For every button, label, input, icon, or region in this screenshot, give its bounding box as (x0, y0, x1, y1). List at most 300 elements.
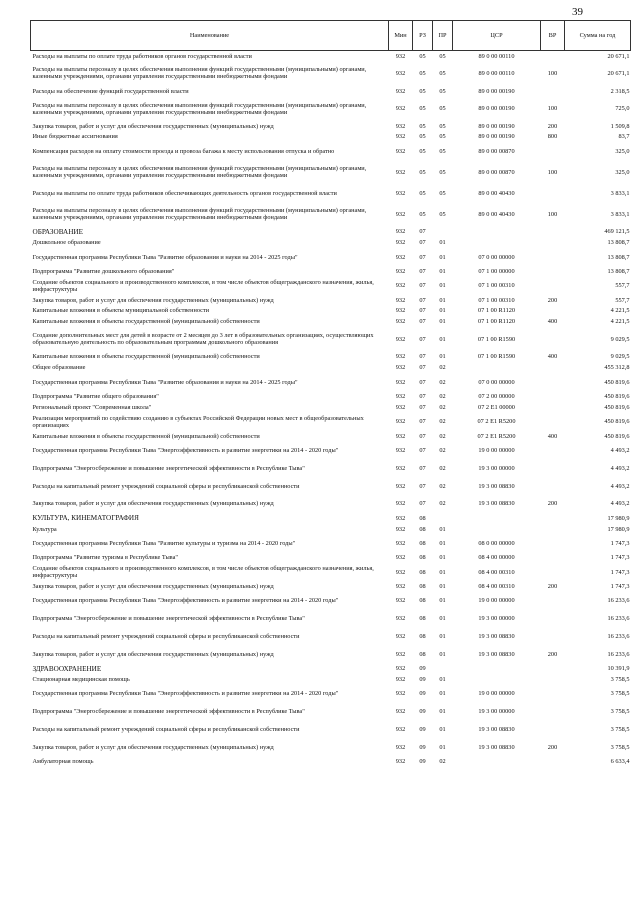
cell-sum: 3 758,5 (610, 743, 630, 751)
table-row (31, 431, 631, 442)
cell-min: 932 (395, 615, 406, 623)
cell-csr (453, 674, 541, 685)
table-row (31, 685, 631, 703)
table-row (31, 86, 631, 97)
cell-pr: 05 (439, 105, 446, 113)
cell-pr: 05 (439, 69, 446, 77)
cell-vr (541, 248, 565, 266)
cell-name: Расходы на выплаты персоналу в целях обеспечения выполнения функций государственными (муниципальными) органами, казенными учреждениями, органами управления государственными внебюджетными фондами (32, 66, 367, 81)
cell-rz: 05 (419, 52, 426, 60)
cell-min: 932 (395, 708, 406, 716)
cell-pr: 02 (439, 418, 446, 426)
cell-sum: 1 509,8 (610, 122, 630, 130)
cell-name: Расходы на капитальный ремонт учреждений социальной сферы и республиканской собственности (32, 725, 300, 733)
cell-vr (541, 362, 565, 373)
cell-csr: 19 3 00 08830 (478, 650, 515, 658)
cell-pr: 02 (439, 482, 446, 490)
cell-sum: 725,0 (615, 105, 630, 113)
cell-sum: 1 747,3 (610, 582, 630, 590)
cell-pr: 02 (439, 432, 446, 440)
cell-csr (453, 513, 541, 524)
cell-vr (541, 610, 565, 628)
cell-vr: 400 (547, 432, 558, 440)
cell-vr (541, 756, 565, 767)
cell-vr: 200 (547, 122, 558, 130)
cell-min: 932 (395, 539, 406, 547)
cell-min: 932 (395, 52, 406, 60)
cell-name: Расходы на капитальный ремонт учреждений социальной сферы и республиканской собственности (32, 482, 300, 490)
cell-pr: 01 (439, 554, 446, 562)
cell-rz: 05 (419, 133, 426, 141)
cell-name: Закупка товаров, работ и услуг для обеспечения государственных (муниципальных) нужд (32, 582, 274, 590)
cell-vr (541, 592, 565, 610)
cell-csr: 08 4 00 00000 (478, 554, 515, 562)
table-row (31, 277, 631, 295)
cell-vr: 200 (547, 650, 558, 658)
cell-name: Государственная программа Республики Тыва "Энергоэффективность и развитие энергетики на 2014 - 2020 годы" (32, 446, 339, 454)
cell-csr: 89 0 00 00870 (478, 147, 515, 155)
cell-rz: 07 (419, 418, 426, 426)
cell-sum: 1 747,3 (610, 539, 630, 547)
cell-vr (541, 663, 565, 674)
cell-rz: 08 (419, 514, 426, 522)
cell-min: 932 (395, 665, 406, 673)
cell-sum: 3 833,1 (610, 189, 630, 197)
cell-name: Расходы на выплаты по оплате труда работников обеспечивающих деятельность органов государственной власти (32, 189, 337, 197)
table-row (31, 459, 631, 477)
cell-pr: 05 (439, 147, 446, 155)
cell-rz: 09 (419, 665, 426, 673)
cell-min: 932 (395, 105, 406, 113)
cell-min: 932 (395, 743, 406, 751)
cell-csr: 89 0 00 00190 (478, 105, 515, 113)
cell-pr: 01 (439, 743, 446, 751)
cell-sum: 450 819,6 (604, 378, 630, 386)
cell-csr: 07 1 00 R1590 (477, 353, 516, 361)
table-row (31, 362, 631, 373)
cell-rz: 05 (419, 122, 426, 130)
cell-rz: 08 (419, 539, 426, 547)
cell-rz: 08 (419, 597, 426, 605)
cell-min: 932 (395, 482, 406, 490)
cell-sum: 4 493,2 (610, 482, 630, 490)
cell-sum: 557,7 (615, 296, 630, 304)
cell-sum: 9 029,5 (610, 335, 630, 343)
cell-csr: 89 0 00 00190 (478, 122, 515, 130)
col-header-sum: Сумма на год (565, 21, 631, 51)
cell-name: Расходы на выплаты по оплате труда работников органов государственной власти (32, 52, 252, 60)
cell-sum: 13 808,7 (607, 239, 630, 247)
table-row (31, 248, 631, 266)
table-row (31, 552, 631, 563)
cell-min: 932 (395, 239, 406, 247)
cell-csr: 07 1 00 00310 (478, 282, 515, 290)
cell-rz: 07 (419, 253, 426, 261)
cell-sum: 4 493,2 (610, 446, 630, 454)
cell-rz: 09 (419, 743, 426, 751)
cell-name: Капитальные вложения в объекты муниципальной собственности (32, 307, 210, 315)
cell-csr: 07 1 00 00310 (478, 296, 515, 304)
table-row (31, 402, 631, 413)
cell-rz: 07 (419, 307, 426, 315)
cell-vr (541, 720, 565, 738)
cell-name: Создание объектов социального и производственного комплексов, в том числе объектов общегражданского назначения, жилья, инфраструктуры (32, 278, 374, 293)
cell-csr (453, 237, 541, 248)
cell-min: 932 (395, 725, 406, 733)
table-row (31, 391, 631, 402)
table-row (31, 61, 631, 85)
cell-csr (453, 362, 541, 373)
cell-sum: 3 758,5 (610, 708, 630, 716)
cell-pr: 02 (439, 378, 446, 386)
cell-csr: 07 1 00 R1120 (477, 307, 516, 315)
cell-sum: 13 808,7 (607, 267, 630, 275)
cell-vr (541, 703, 565, 721)
cell-pr: 01 (439, 239, 446, 247)
cell-name: Государственная программа Республики Тыва "Развитие образования и науки на 2014 - 2025 годы" (32, 378, 298, 386)
table-row (31, 720, 631, 738)
cell-rz: 07 (419, 239, 426, 247)
cell-csr: 07 1 00 R1120 (477, 318, 516, 326)
cell-name: Создание дополнительных мест для детей в возрасте от 2 месяцев до 3 лет в образовательных организациях, осуществляющих образовательную деятельность по образовательным программам дошкольного образования (32, 332, 374, 347)
cell-rz: 05 (419, 168, 426, 176)
col-header-csr: ЦСР (453, 21, 541, 51)
cell-min: 932 (395, 525, 406, 533)
table-row (31, 645, 631, 663)
cell-min: 932 (395, 650, 406, 658)
cell-sum: 2 318,5 (610, 87, 630, 95)
cell-min: 932 (395, 597, 406, 605)
cell-vr: 200 (547, 500, 558, 508)
cell-csr: 08 4 00 00310 (478, 582, 515, 590)
cell-vr: 200 (547, 582, 558, 590)
cell-pr: 01 (439, 568, 446, 576)
cell-sum: 83,7 (618, 133, 630, 141)
cell-csr: 07 2 00 00000 (478, 393, 515, 401)
cell-pr: 01 (439, 582, 446, 590)
cell-sum: 325,0 (615, 168, 630, 176)
cell-sum: 450 819,6 (604, 418, 630, 426)
cell-vr: 400 (547, 318, 558, 326)
cell-min: 932 (395, 168, 406, 176)
cell-name: Расходы на обеспечение функций государственной власти (32, 87, 189, 95)
cell-csr: 19 3 00 08830 (478, 725, 515, 733)
cell-csr: 19 0 00 00000 (478, 690, 515, 698)
table-row (31, 51, 631, 62)
cell-vr (541, 327, 565, 351)
table-row (31, 132, 631, 143)
cell-pr: 05 (439, 87, 446, 95)
table-row (31, 592, 631, 610)
cell-min: 932 (395, 69, 406, 77)
cell-sum: 3 833,1 (610, 210, 630, 218)
cell-rz: 08 (419, 525, 426, 533)
cell-rz: 07 (419, 500, 426, 508)
cell-csr: 19 3 00 00000 (478, 708, 515, 716)
table-row (31, 535, 631, 553)
cell-pr: 05 (439, 168, 446, 176)
col-header-name: Наименование (31, 21, 389, 51)
cell-sum: 3 758,5 (610, 690, 630, 698)
cell-name: Закупка товаров, работ и услуг для обеспечения государственных (муниципальных) нужд (32, 743, 274, 751)
cell-csr: 07 2 E1 00000 (478, 403, 515, 411)
cell-vr (541, 266, 565, 277)
cell-pr: 01 (439, 318, 446, 326)
cell-pr: 01 (439, 725, 446, 733)
cell-pr: 01 (439, 267, 446, 275)
cell-rz: 07 (419, 282, 426, 290)
table-row (31, 295, 631, 306)
cell-csr: 19 3 00 08830 (478, 632, 515, 640)
cell-sum: 16 233,6 (607, 615, 630, 623)
cell-pr: 02 (439, 500, 446, 508)
table-row (31, 306, 631, 317)
cell-name: Подпрограмма "Энергосбережение и повышение энергетической эффективности в Республике Тыва" (32, 615, 305, 623)
cell-pr (433, 513, 453, 524)
cell-vr: 100 (547, 69, 558, 77)
table-row (31, 316, 631, 327)
cell-rz: 07 (419, 446, 426, 454)
table-row (31, 413, 631, 431)
cell-sum: 557,7 (615, 282, 630, 290)
cell-sum: 450 819,6 (604, 393, 630, 401)
cell-pr: 01 (439, 632, 446, 640)
cell-pr: 02 (439, 464, 446, 472)
table-row (31, 442, 631, 460)
cell-name: Компенсация расходов на оплату стоимости проезда и провоза багажа к месту использования отпуска и обратно (32, 147, 335, 155)
cell-vr (541, 563, 565, 581)
col-header-vr: ВР (541, 21, 565, 51)
table-row (31, 202, 631, 226)
cell-rz: 07 (419, 318, 426, 326)
cell-min: 932 (395, 253, 406, 261)
cell-name: Подпрограмма "Развитие туризма в Республике Тыва" (32, 554, 178, 562)
cell-min: 932 (395, 296, 406, 304)
table-body (31, 51, 631, 767)
cell-sum: 16 233,6 (607, 650, 630, 658)
cell-name: Амбулаторная помощь (32, 758, 94, 765)
cell-name: ЗДРАВООХРАНЕНИЕ (32, 664, 102, 673)
cell-min: 932 (395, 307, 406, 315)
cell-rz: 07 (419, 228, 426, 236)
cell-min: 932 (395, 568, 406, 576)
cell-pr: 02 (439, 403, 446, 411)
cell-sum: 450 819,6 (604, 403, 630, 411)
col-header-rz: РЗ (413, 21, 433, 51)
cell-rz: 09 (419, 708, 426, 716)
cell-name: Государственная программа Республики Тыва "Развитие образования и науки на 2014 - 2025 годы" (32, 253, 298, 261)
cell-sum: 1 747,3 (610, 568, 630, 576)
cell-min: 932 (395, 690, 406, 698)
table-row (31, 703, 631, 721)
cell-min: 932 (395, 189, 406, 197)
cell-name: Стационарная медицинская помощь (32, 675, 130, 683)
cell-min: 932 (395, 418, 406, 426)
cell-rz: 07 (419, 335, 426, 343)
cell-vr: 200 (547, 296, 558, 304)
cell-csr: 07 0 00 00000 (478, 378, 515, 386)
cell-min: 932 (395, 267, 406, 275)
cell-vr: 100 (547, 210, 558, 218)
cell-name: Закупка товаров, работ и услуг для обеспечения государственных (муниципальных) нужд (32, 296, 274, 304)
cell-name: Капитальные вложения в объекты государственной (муниципальной) собственности (32, 353, 260, 361)
cell-name: Подпрограмма "Развитие дошкольного образования" (32, 267, 175, 275)
cell-vr (541, 237, 565, 248)
cell-vr (541, 477, 565, 495)
table-header-row (31, 21, 631, 51)
table-row (31, 513, 631, 524)
table-row (31, 352, 631, 363)
cell-rz: 08 (419, 650, 426, 658)
cell-name: Реализация мероприятий по содействию созданию в субъектах Российской Федерации новых мест в общеобразовательных организациях (32, 414, 364, 429)
cell-vr: 400 (547, 353, 558, 361)
cell-vr (541, 184, 565, 202)
cell-rz: 05 (419, 210, 426, 218)
cell-min: 932 (395, 432, 406, 440)
cell-rz: 07 (419, 378, 426, 386)
cell-csr: 89 0 00 00110 (478, 69, 515, 77)
cell-sum: 17 980,9 (607, 514, 630, 522)
cell-pr: 05 (439, 52, 446, 60)
cell-rz: 08 (419, 554, 426, 562)
cell-pr: 02 (439, 758, 446, 765)
cell-vr (541, 86, 565, 97)
cell-vr (541, 685, 565, 703)
cell-sum: 325,0 (615, 147, 630, 155)
cell-name: Подпрограмма "Развитие общего образования" (32, 393, 159, 401)
cell-vr (541, 459, 565, 477)
table-row (31, 237, 631, 248)
cell-min: 932 (395, 446, 406, 454)
cell-csr: 07 0 00 00000 (478, 253, 515, 261)
cell-pr: 05 (439, 133, 446, 141)
cell-pr: 01 (439, 708, 446, 716)
cell-vr (541, 373, 565, 391)
cell-rz: 07 (419, 353, 426, 361)
cell-vr (541, 51, 565, 62)
cell-rz: 05 (419, 69, 426, 77)
cell-min: 932 (395, 554, 406, 562)
cell-pr: 01 (439, 650, 446, 658)
cell-rz: 08 (419, 632, 426, 640)
cell-sum: 4 221,5 (610, 307, 630, 315)
cell-min: 932 (395, 403, 406, 411)
cell-rz: 07 (419, 364, 426, 372)
cell-name: Расходы на капитальный ремонт учреждений социальной сферы и республиканской собственности (32, 632, 300, 640)
cell-sum: 4 493,2 (610, 500, 630, 508)
table-row (31, 524, 631, 535)
cell-min: 932 (395, 147, 406, 155)
cell-name: Государственная программа Республики Тыва "Энергоэффективность и развитие энергетики на 2014 - 2020 годы" (32, 690, 339, 698)
cell-vr (541, 142, 565, 160)
cell-sum: 9 029,5 (610, 353, 630, 361)
cell-pr: 01 (439, 307, 446, 315)
cell-name: Региональный проект "Современная школа" (32, 403, 152, 411)
table-row (31, 628, 631, 646)
table-row (31, 373, 631, 391)
cell-csr (453, 756, 541, 767)
cell-pr: 01 (439, 335, 446, 343)
cell-rz: 09 (419, 675, 426, 683)
cell-rz: 05 (419, 87, 426, 95)
cell-pr: 01 (439, 597, 446, 605)
cell-min: 932 (395, 393, 406, 401)
table-row (31, 563, 631, 581)
cell-csr: 19 0 00 00000 (478, 597, 515, 605)
cell-name: ОБРАЗОВАНИЕ (32, 227, 83, 236)
cell-pr: 01 (439, 282, 446, 290)
cell-name: Подпрограмма "Энергосбережение и повышение энергетической эффективности в Республике Тыва" (32, 464, 305, 472)
cell-csr: 07 1 00 R1590 (477, 335, 516, 343)
cell-rz: 09 (419, 690, 426, 698)
cell-name: Капитальные вложения в объекты государственной (муниципальной) собственности (32, 432, 260, 440)
cell-csr: 19 0 00 00000 (478, 446, 515, 454)
cell-pr: 01 (439, 525, 446, 533)
cell-pr: 01 (439, 690, 446, 698)
cell-min: 932 (395, 675, 406, 683)
cell-rz: 07 (419, 267, 426, 275)
cell-min: 932 (395, 582, 406, 590)
cell-name: Дошкольное образование (32, 239, 101, 247)
cell-min: 932 (395, 758, 406, 765)
cell-name: Расходы на выплаты персоналу в целях обеспечения выполнения функций государственными (муниципальными) органами, казенными учреждениями, органами управления государственными внебюджетными фондами (32, 207, 367, 222)
cell-csr: 19 3 00 00000 (478, 464, 515, 472)
table-row (31, 184, 631, 202)
cell-min: 932 (395, 335, 406, 343)
cell-vr (541, 628, 565, 646)
cell-vr (541, 513, 565, 524)
table-row (31, 663, 631, 674)
cell-csr (453, 226, 541, 237)
cell-pr (433, 663, 453, 674)
table-row (31, 121, 631, 132)
cell-name: Создание объектов социального и производственного комплексов, в том числе объектов общегражданского назначения, жилья, инфраструктуры (32, 565, 374, 580)
cell-csr: 89 0 00 00110 (478, 52, 515, 60)
table-row (31, 756, 631, 767)
cell-name: Государственная программа Республики Тыва "Развитие культуры и туризма на 2014 - 2020 годы" (32, 539, 296, 547)
cell-min: 932 (395, 500, 406, 508)
col-header-min: Мин (389, 21, 413, 51)
cell-min: 932 (395, 228, 406, 236)
cell-sum: 17 980,9 (607, 525, 630, 533)
cell-vr: 100 (547, 105, 558, 113)
cell-csr (453, 663, 541, 674)
cell-sum: 3 758,5 (610, 725, 630, 733)
cell-pr: 05 (439, 122, 446, 130)
cell-min: 932 (395, 122, 406, 130)
cell-rz: 07 (419, 464, 426, 472)
cell-rz: 07 (419, 482, 426, 490)
cell-vr (541, 226, 565, 237)
cell-csr: 19 3 00 08830 (478, 743, 515, 751)
cell-vr (541, 391, 565, 402)
cell-min: 932 (395, 282, 406, 290)
cell-pr: 02 (439, 364, 446, 372)
cell-vr (541, 402, 565, 413)
budget-table (30, 20, 631, 767)
cell-sum: 450 819,6 (604, 432, 630, 440)
cell-vr (541, 524, 565, 535)
cell-name: Закупка товаров, работ и услуг для обеспечения государственных (муниципальных) нужд (32, 122, 274, 130)
cell-pr: 01 (439, 615, 446, 623)
cell-csr: 19 3 00 08830 (478, 500, 515, 508)
cell-pr: 01 (439, 539, 446, 547)
table-row (31, 495, 631, 513)
cell-pr: 01 (439, 253, 446, 261)
cell-min: 932 (395, 632, 406, 640)
cell-sum: 3 758,5 (610, 675, 630, 683)
cell-vr: 200 (547, 743, 558, 751)
